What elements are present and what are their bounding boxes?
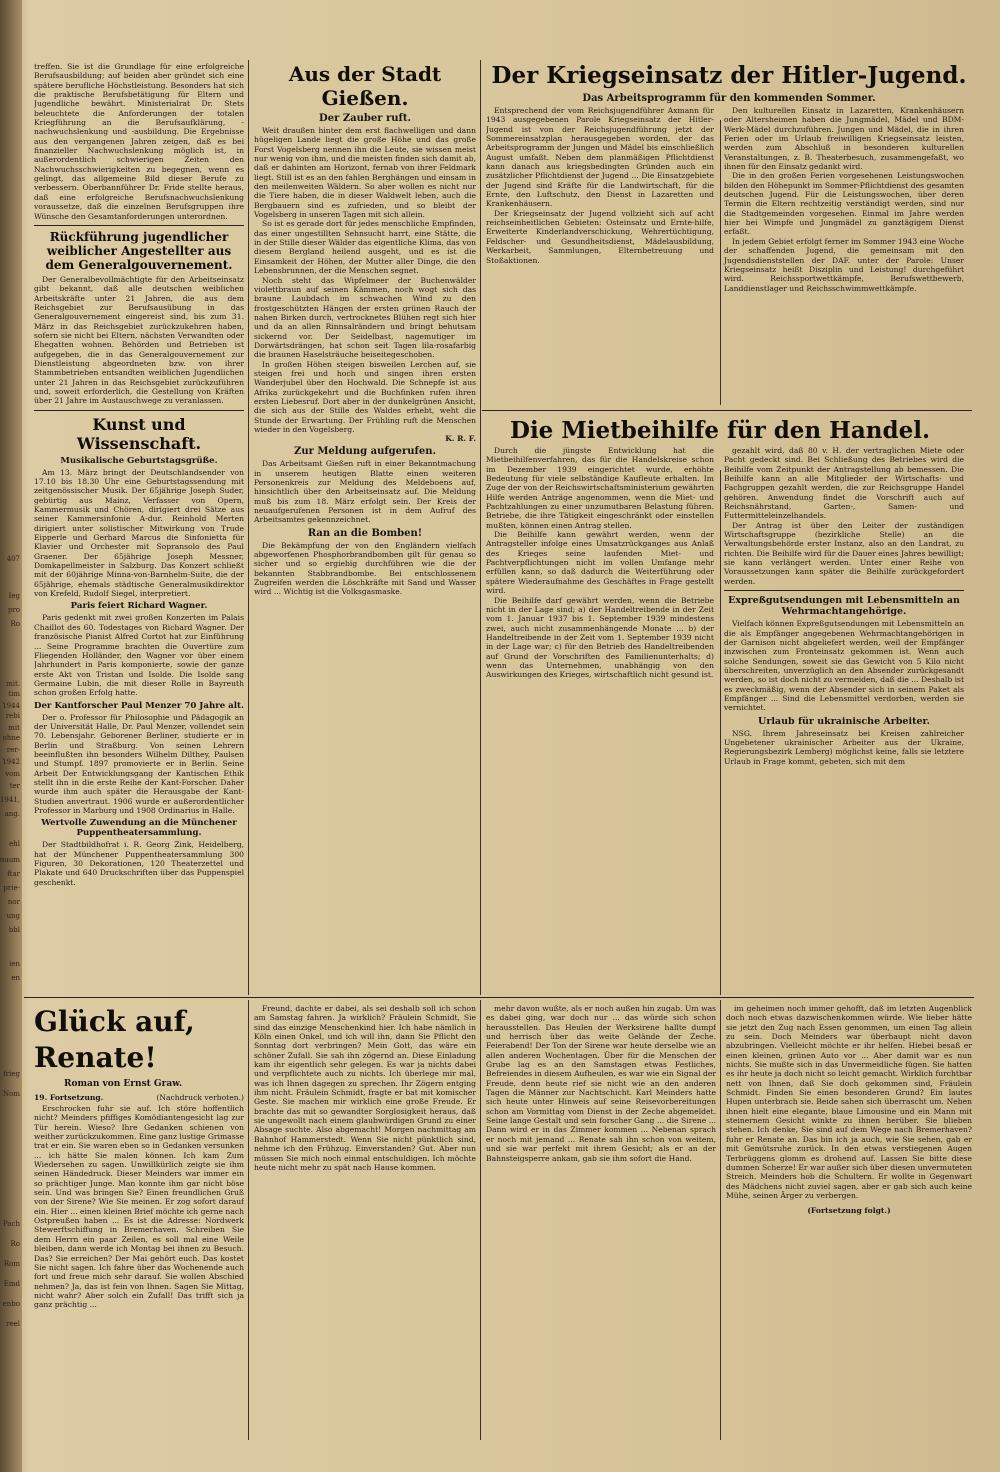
article-text: Noch steht das Wipfelmeer der Buchenwälder violettbraun auf seinen Kämmen, noch wogt sich das braune Laubdach im schwachen Wind zu den frostgeschützten Hängen der ersten grünen Rauch der nahen Birken durch, vertrocknetes Blühen regt sich hier und da an allen Rinnsalrändern und bringt behutsam sickernd vor. Der Seidelbast, nagemutiger im Dorwärtsdrängen, hat schon seit Tagen lila-rosafarbig die braunen Haselsträuche beiseitegeschoben. <box>254 275 476 360</box>
novel-rights: (Nachdruck verboten.) <box>156 1093 244 1102</box>
article-text: In großen Höhen steigen bisweilen Lerchen auf, sie steigen frei und hoch und singen ihren ersten Wanderjubel über den Hochwald. Die Schnepfe ist aus Afrika zurückgekehrt und die Buchfinken rufen ihren ersten Liebesruf. Dort aber in der dunkelgrünen Ansicht, die sich aus der Stille des Waldes erhebt, weht die Stunde der Erwartung. Der Frühling ruft die Menschen wieder in den Vogelsberg. <box>254 359 476 434</box>
column-rule <box>720 1000 721 1440</box>
margin-fragment: Emd <box>3 1280 20 1288</box>
novel-column-2 <box>254 1004 476 1440</box>
margin-fragment: ien <box>9 960 20 968</box>
article-text: Der Antrag ist über den Leiter der zuständigen Wirtschaftsgruppe (bezirkliche Stelle) an die Verwaltungsbehörde erster Instanz, also an den Landrat, zu richten. Die Beihilfe wird für die Dauer eines Jahres bewilligt; sie kann verlängert werden. Unter einer Reihe von Voraussetzungen kann später die Beihilfe zurückgefordert werden. <box>724 520 964 586</box>
article-text: Vielfach können Expreßgutsendungen mit Lebensmitteln an die als Empfänger angegebenen Wehrmachtangehörigen in der Garnison nicht abgeliefert werden, weil der Empfänger inzwischen zum Fronteinsatz gekommen ist. Wenn auch solche Sendungen, soweit sie das Gewicht von 5 Kilo nicht überschreiten, unverzüglich an den Absender zurückgesandt werden, so ist doch nicht zu vermeiden, daß die ... Deshalb ist es zweckmäßig, wenn der Absender sich in seinem Paket als Empfänger ... Sind die Lebensmittel verdorben, werden sie vernichtet. <box>724 619 964 713</box>
novel-text: mehr davon wußte, als er noch außen hin zugab. Um was es dabei ging, war doch nur ... das würde sich schon herausstellen. Das Heulen der Werksirene hallte dumpf und herrisch über das weite Gelände der Zeche. Feierabend! Der Ton der Sirene war heute derselbe wie an allen anderen Wochentagen. Über für die Menschen der Grube lag es an den Samstagen etwas Festliches, Befreiendes in diesem Aufheulen, es war wie ein Signal der Freude, denn heute rief sie nicht wie an den anderen Tagen die Männer zur Nachtschicht. Karl Meinders hatte sich heute unter Hinweis auf seine Reisevorbereitungen schon am Vormittag vom Dienst in der Zeche abgemeldet. Seine lange Gestalt und sein forscher Gang ... die Sirene ... Dann wird er in das Zimmer kommen ... Nebenan sprach er noch mit jemand ... Renate sah ihn schon von weitem, und sie war perfekt mit ihrem Gesicht; als er an der Bahnsteigsperre ankam, gab sie ihm sofort die Hand. <box>486 1004 716 1163</box>
subheadline: Expreßgutsendungen mit Lebensmitteln an Wehrmachtangehörige. <box>728 595 960 618</box>
section-rule <box>482 410 972 411</box>
subheadline: Wertvolle Zuwendung an die Münchener Puppentheatersammlung. <box>41 818 237 839</box>
margin-fragment: Pach <box>3 1220 20 1228</box>
margin-fragment: enbo <box>2 1300 20 1308</box>
margin-fragment: en <box>11 974 20 982</box>
article-text: Die Beihilfe kann gewährt werden, wenn der Antragsteller infolge eines Umsatzrückganges aus Anlaß des Krieges seine laufenden Miet- und Pachtverpflichtungen nicht im vollen Umfange mehr erfüllen kann, so daß dadurch die Weiterführung oder spätere Wiederaufnahme des Geschäftes in Frage gestellt wird. <box>486 530 714 596</box>
margin-fragment: 407 <box>6 555 20 563</box>
margin-fragment: vom <box>5 770 20 778</box>
article-text: Die in den großen Ferien vorgesehenen Leistungswochen bilden den Höhepunkt im Sommer-Pflichtdienst des gesamten deutschen Jugend. Für die Leistungswochen, über deren Termin die Eltern rechtzeitig verständigt werden, sind nur die Stadtgemeinden vorgesehen. Einmal im Jahre werden hier bei Wimpfe und Jungmädel zu ganztägigem Dienst erfaßt. <box>724 171 964 237</box>
article-text: Der Stadtbildhofrat i. R. Georg Zink, Heidelberg, hat der Münchener Puppentheatersammlung 300 Figuren, 30 Dekorationen, 120 Theaterzettel und Plakate und 640 Druckschriften über das Puppenspiel geschenkt. <box>34 840 244 887</box>
column-rule <box>480 1000 481 1440</box>
article-text: Durch die jüngste Entwicklung hat die Mietbeihilfenverfahren, das für die Handelskreise schon im Dezember 1939 eingerichtet wurde, erhöhte Bedeutung für viele selbständige Kaufleute erhalten. Im Zuge der von der Reichswirtschaftsministerium gewährten Hilfe werden Anträge angenommen, wenn die Miet- und Pachtzahlungen zu einer unzumutbaren Belastung führen. Betriebe, die ihre Tätigkeit eingeschränkt oder einstellen mußten, können einen Antrag stellen. <box>486 446 714 530</box>
article-text: Am 13. März bringt der Deutschlandsender von 17.10 bis 18.30 Uhr eine Geburtstagssendung mit zeitgenössischer Musik. Der 65jährige Joseph Suder, gebürtig aus Mainz, Verfasser von Opern, Kammermusik und Chören, dirigiert drei Sätze aus seiner Kammersinfonie A-dur. Reinhold Merten dirigiert unter solistischer Mitwirkung von Trude Eipperle und Gerhard Marcus die Sinfonietta für Klavier und Orchester mit Sopransolo des Paul Graener. Der 65jährige Joseph Messner, Domkapellmeister in Salzburg. Das Konzert schließt mit der 60jährige Minna-von-Barnhelm-Suite, die der 65jährige, ehemals städtische Generalmusikdirektor von Krefeld, Rudolf Siegel, interpretiert. <box>34 467 244 599</box>
subheadline: Zur Meldung aufgerufen. <box>294 446 436 458</box>
margin-fragment: ohne <box>2 734 20 742</box>
subheadline: Musikalische Geburtstagsgrüße. <box>60 455 218 466</box>
margin-fragment: nor <box>7 898 20 906</box>
margin-fragment: prie- <box>3 884 20 892</box>
margin-fragment: tim <box>8 690 20 698</box>
margin-fragment: ang. <box>4 810 20 818</box>
author-signature: K. R. F. <box>445 434 476 444</box>
margin-fragment: ter <box>9 782 20 790</box>
subheadline: Der Kantforscher Paul Menzer 70 Jahre alt. <box>34 700 244 711</box>
article-text: Der Kriegseinsatz der Jugend vollzieht sich auf acht reichseinheitlichen Gebieten: Osteinsatz und Ernte-hilfe, Erweiterte Kinderlandverschickung, Wehrertüchtigung, Feldscher- und Gesundheitsdienst, Mädelausbildung, Werkarbeit, Sammlungen, Elternbetreuung und Stoßaktionen. <box>486 208 714 265</box>
margin-fragment: ehl <box>9 840 20 848</box>
article-text: In jedem Gebiet erfolgt ferner im Sommer 1943 eine Woche der schaffenden Jugend, die gemeinsam mit den Jugendsdienststellen der DAF. unter der Parole: Unser Kriegseinsatz heißt Disziplin und Leistung! durchgeführt wird. Reichssportwettkämpfe, Berufswettbewerb, Landdienstlager und Reichsschwimmwettkämpfe. <box>724 236 964 293</box>
article-text: gezahlt wird, daß 80 v. H. der vertraglichen Miete oder Pacht gedeckt sind. Bei Schließung des Betriebes wird die Beihilfe vom Zeitpunkt der Antragstellung ab bemessen. Die Beihilfe kann an alle Mitglieder der Wirtschafts- und Fachgruppen gezahlt werden, die zur Reichsgruppe Handel gehören. Anwendung findet die Vorschrift auch auf Reichsnährstand, Garten-, Samen- und Futtermitteleinzelhandels. <box>724 446 964 521</box>
body-right <box>724 106 964 293</box>
margin-fragment: pro <box>7 606 20 614</box>
divider <box>724 590 964 591</box>
novel-column-3 <box>486 1004 716 1440</box>
novel-column-4 <box>726 1004 972 1440</box>
subheadline: Urlaub für ukrainische Arbeiter. <box>758 715 930 727</box>
novel-meta <box>34 1093 244 1102</box>
article-mietbeihilfe <box>486 416 972 994</box>
novel-part: 19. Fortsetzung. <box>34 1093 104 1102</box>
margin-fragment: ung <box>6 912 20 920</box>
margin-fragment: rebi <box>5 712 20 720</box>
novel-text: Erschrocken fuhr sie auf. Ich störe hoffentlich nicht? Meinders pfiffiges Komödiantengesicht lag zur Tür herein. Wieso? Ihre Gedanken schienen von weither zurückzukommen. Eine ganz lustige Grimasse trat er ein. Sie waren eben so in Gedanken versunken ... ich hätte Sie malen können. Ich kam Zum Wiedersehen zu sagen. Unwillkürlich zeigte sie ihm seinen Händedruck. Dieser Meinders war immer ein so prächtiger Junge. Man konnte ihm gar nicht böse sein. Und was bringen Sie? Einen freundlichen Gruß von der Sirene? Wie Sie meinen. Er zog sofort darauf ein. Hier ... einen kleinen Brief möchte ich gerne nach Ostpreußen haben ... Es ist die Adresse: Nordwerk Stewerftschiffung in Bremerhaven. Schreiben Sie dem Herrn ein paar Zeilen, es soll mal eine Weile bleiben, dann werde ich Montag bei ihnen zu Besuch. Das? Sie erreichen? Der Mai gehört euch. Das kostet Sie nicht sagen. Ich fahre über das Wochenende auch fort und freue mich sehr darauf. Sie wollen Abschied nehmen? Ja, das ist fein von Ihnen. Sagen Sie Mittag, nicht wahr? Aber solch ein Zufall! Das trifft sich ja ganz prächtig ... <box>34 1104 244 1310</box>
article-text: Der o. Professor für Philosophie und Pädagogik an der Universität Halle, Dr. Paul Menzer, vollendet sein 70. Lebensjahr. Geborener Berliner, studierte er in Berlin und Straßburg. Von seinen Lehrern beeinflußten ihn besonders Wilhelm Dilthey, Paulsen und Stumpf. 1897 promovierte er in Berlin. Seine Arbeit Der Entwicklungsgang der Kantischen Ethik stellt ihn in die erste Reihe der Kant-Forscher. Daher wurde ihm auch später die Herausgabe der Kant-Studien anvertraut. 1906 wurde er außerordentlicher Professor in Marburg und 1908 Ordinarius in Halle. <box>34 712 244 815</box>
article-text: Den kulturellen Einsatz in Lazaretten, Krankenhäusern oder Altersheimen haben die Jungmädel, Mädel und BDM-Werk-Mädel durchzuführen. Jungen und Mädel, die in ihren Ferien oder im Urlaub freiwilligen Kriegseinsatz leisten, werden zum Abschluß in besonderen kulturellen Veranstaltungen, z. B. Theaterbesuch, zusammengefaßt, wo ihnen für den Einsatz gedankt wird. <box>724 106 964 172</box>
body-left <box>486 106 714 293</box>
article-text: Die Bekämpfung der von den Engländern vielfach abgeworfenen Phosphorbrandbomben gilt für genau so sicher und so ergiebig durchführen wie die der bekannten Stabbrandbombe. Bei entschlossenem Zugreifen werden die Löschkräfte mit Sand und Wasser wird ... Wichtig ist die Volksgasmaske. <box>254 540 476 597</box>
article-text: Der Generalbevollmächtigte für den Arbeitseinsatz gibt bekannt, daß alle deutschen weiblichen Arbeitskräfte unter 21 Jahren, die aus dem Reichsgebiet zur Berufsausübung in das Generalgouvernement eingereist sind, bis zum 31. März in das Reichsgebiet zurückzukehren haben, sofern sie nicht bei Eltern, nächsten Verwandten oder Ehegatten wohnen. Behörden und Betrieben ist aufgegeben, die in das Generalgouvernement zur Dienstleistung abgeordneten bzw. von ihrer Stammbetrieben entsandten weiblichen Jugendlichen unter 21 Jahren in das Reichsgebiet zurückzuführen und, soweit erforderlich, die Gestellung von Kräften über 21 Jahre im Austauschwege zu veranlassen. <box>34 274 244 406</box>
margin-fragment: reel <box>6 1320 20 1328</box>
column-rule <box>248 1000 249 1440</box>
headline-rueckfuehrung: Rückführung jugendlicher weiblicher Angestellter aus dem Generalgouvernement. <box>45 229 233 272</box>
article-text: So ist es gerade dort für jedes menschliche Empfinden, das einer ungestillten Sehnsucht harrt, eine Stätte, die in der Stille dieser Wälder das eigentliche Klima, das von diesem Bergland heilend ausgeht, und es ist die Einsamkeit der Höhen, der Mutter aller Dinge, die den Lebensbrunnen, der die Menschen segnet. <box>254 219 476 276</box>
novel-text: Freund, dachte er dabei, als sei deshalb soll ich schon am Samstag fahren. Ja wirklich? Fräulein Schmidt, Sie sind das einzige Menschenkind hier. Ich habe nämlich in Köln einen Onkel, und ich will ihn, dann Sie Pflicht den Sonntag dort verbringen? Mein Gott, das wäre ein schöner Zufall. Sie sah ihn zögernd an. Diese Einladung kam ihr eigentlich sehr gelegen. Es war ja nichts dabei und verpflichtete auch zu nichts. Ich überlege mir mal, was ich Ihnen dagegen zu sprechen. Ihr Zögern entging ihm nicht. Fräulein Schmidt, fragte er bat mit komischer Geste. Sie machen mir wirklich eine große Freude. Er brachte das mit so gewandter Sorglosigkeit heraus, daß sie ungewollt nach einem glaubwürdigen Grund zu einer Absage suchte. Also abgemacht! Morgen nachmittag am Bahnhof Hammerstedt. Wenn Sie nicht pünktlich sind, nehme ich den Frühzug. Einverstanden? Gut. Aber nun müssen Sie mich noch einmal entschuldigen. Ich möchte heute nicht mehr zu spät nach Hause kommen. <box>254 1004 476 1172</box>
margin-fragment: frieg <box>3 1070 20 1078</box>
novel-author: Roman von Ernst Graw. <box>64 1079 183 1089</box>
article-intro-text: treffen. Sie ist die Grundlage für eine erfolgreiche Berufsausbildung; auf beiden aber gründet sich eine spätere berufliche Höchstleistung. Besonders hat sich die praktische Berufsbetätigung für Eltern und Jugendliche bewährt. Ministerialrat Dr. Stets beleuchtete die Anforderungen der totalen Kriegführung an die Berufsaufklärung, -nachwuchslenkung und -ausbildung. Die Ergebnisse aus den vergangenen Jahren zeigen, daß es bei finanzieller Nachwuchslenkung möglich ist, in außerordentlich schwierigen Zeiten den Nachwuchsschwierigkeiten zu begegnen, wenn es gelingt, das allgemeine Bild dieser Berufe zu verbessern. Oberbannführer Dr. Fride stellte heraus, daß eine erfolgreiche Berufsnachwuchslenkung voraussetze, daß die einzelnen Berufsgruppen ihre Wünsche den Gesamtanforderungen unterordnen. <box>34 62 244 221</box>
column-1 <box>34 62 244 992</box>
headline-kunst: Kunst und Wissenschaft. <box>76 414 202 453</box>
margin-fragment: mit <box>8 724 20 732</box>
margin-fragment: Ro <box>10 1240 20 1248</box>
novel-title: Glück auf, Renate! <box>34 1005 195 1074</box>
margin-fragment: Ro <box>10 620 20 628</box>
margin-fragment: Ieg <box>8 592 20 600</box>
article-text: Weit draußen hinter dem erst flachwelligen und dann hügeligen Lande liegt die große Höhe und das große Forst Vogelsberg nennen ihn die Leute, sie wissen meist nur wenig von ihm, und die meisten finden sich damit ab, daß er dahinten am Horizont, fernab von ihrer Feldmark liegt. Still ist es an den fahlen Berghängen und einsam in den meilenweiten Wäldern. So aber wollen es nicht nur die Tiere haben, die in dieser Waldwelt leben, auch die Bergbauern sind es zufrieden, und so bleibt der Vogelsberg in unseren Tagen mit sich allein. <box>254 126 476 220</box>
margin-fragment: Rom <box>3 1260 20 1268</box>
margin-fragment: ftar <box>7 870 20 878</box>
subheadline: Das Arbeitsprogramm für den kommenden Sommer. <box>582 93 876 104</box>
novel-text: im geheimen noch immer gehofft, daß im letzten Augenblick doch noch etwas dazwischenkommen würde. Wie lieber hätte sie jetzt den Zug nach Essen genommen, um einen Tag allein zu sein. Doch Meinders war überhaupt nicht davon abzubringen. Vielleicht möchte er ihr helfen. Hiebei besaß er einen kleinen, grünen Auto vor ... Aber damit war es nun nichts. Sie mußte sich in das Unvermeidliche fügen. Sie hatten es ihr heute ja doch nicht so leicht gemacht. Wirklich furchtbar nett von Ihnen, daß Sie doch gekommen sind, Fräulein Schmidt. Finden Sie einen besonderen Grund? Ein lautes Hupen unterbrach sie. Beide sahen sich überrascht um. Neben ihnen hielt eine elegante, blaue Limousine und ein Mann mit steinernem Gesicht winkte zu ihnen herüber. Sie blieben stehen. Ich denke, Sie sind auf dem Wege nach Bremerhaven? fuhr er Renate an. Das bin ich ja auch, wie Sie sehen, gab er mit Gemütsruhe zurück. In den etwas verstiegenen Augen Terbrüggens glomm es drohend auf. Lassen Sie bitte diese dummen Scherze! Er war außer sich über diesen unvermuteten Streich. Meinders hob die Schultern. Er wollte in Gegenwart des Mädchens nicht zuviel sagen, aber er gab sich auch keine Mühe, seinen Ärger zu verbergen. <box>726 1004 972 1200</box>
margin-fragment: 1942 <box>2 758 20 766</box>
headline-stadt-giessen: Aus der Stadt Gießen. <box>288 62 442 110</box>
article-text: NSG. Ihrem Jahreseinsatz bei Kreisen zahlreicher Ungebetener ukrainischer Arbeiter aus der Ukraine, Regierungsbezirk Lemberg) möglichst keine, falls sie letztere Urlaub in Frage kommt, gebeten, sich mit dem <box>724 728 964 766</box>
section-rule <box>24 997 974 998</box>
two-column-body <box>486 106 972 293</box>
body-right <box>724 446 964 766</box>
column-2 <box>254 62 476 992</box>
divider <box>34 410 244 411</box>
margin-fragment: Nom <box>3 1090 20 1098</box>
subheadline: Ran an die Bomben! <box>307 527 423 539</box>
left-margin-strip <box>0 0 22 1472</box>
margin-fragment: mit. <box>6 680 20 688</box>
divider <box>34 225 244 226</box>
novel-continuation: (Fortsetzung folgt.) <box>807 1206 891 1216</box>
article-text: Das Arbeitsamt Gießen ruft in einer Bekanntmachung in unserem heutigen Blatte einen weiteren Personenkreis zur Meldung des Meldeboens auf, hinsichtlich über den Arbeitseinsatz auf. Die Meldung muß bis zum 18. März erfolgt sein. Der Kreis der neuaufgerufenen Personen ist in dem Aufruf des Arbeitsamtes gekennzeichnet. <box>254 459 476 525</box>
novel-column-1 <box>34 1004 244 1440</box>
margin-fragment: 1941, <box>0 796 20 804</box>
two-column-body <box>486 446 972 766</box>
article-hitler-jugend <box>486 62 972 407</box>
article-text: Paris gedenkt mit zwei großen Konzerten im Palais Chaillot des 60. Todestages von Richard Wagner. Der französische Pianist Alfred Cortot hat zur Einführung ... Seine Programme brachten die Ouvertüre zum Fliegenden Holländer, den Wagner vor über einem Jahrhundert in Paris komponierte, sowie der ganze erste Akt von Tristan und Isolde. Die Isolde sang Germaine Lubin, die mit dieser Rolle in Bayreuth schon großen Erfolg hatte. <box>34 613 244 698</box>
subheadline: Paris feiert Richard Wagner. <box>70 601 208 612</box>
column-rule <box>248 60 249 995</box>
headline-mietbeihilfe: Die Mietbeihilfe für den Handel. <box>510 417 930 444</box>
column-rule <box>480 60 481 995</box>
body-left <box>486 446 714 766</box>
subheadline: Der Zauber ruft. <box>319 113 411 124</box>
article-text: Die Beihilfe darf gewährt werden, wenn die Betriebe nicht in der Lage sind; a) der Handeltreibende in der Zeit vom 1. Januar 1937 bis 1. September 1939 mindestens zwei, auch nicht zusammenhängende Monate ... b) der Handeltreibende in der Zeit vom 1. September 1939 nicht in der Lage war; c) für den Betrieb des Handeltreibenden auf Grund der Vorschriften des Familienunterhalts; d) wenn das Unternehmen, unabhängig von den Auswirkungen des Krieges, wirtschaftlich nicht gesund ist. <box>486 595 714 680</box>
margin-fragment: rer- <box>6 746 20 754</box>
headline-kriegseinsatz: Der Kriegseinsatz der Hitler-Jugend. <box>491 62 967 89</box>
margin-fragment: bbl <box>8 926 20 934</box>
margin-fragment: nuum <box>0 856 20 864</box>
article-text: Entsprechend der vom Reichsjugendführer Axmann für 1943 ausgegebenen Parole Kriegseinsatz der Hitler-Jugend ist von der Reichsjugendführung jetzt der Sommereinsatzplan herausgegeben worden, der das Arbeitsprogramm der Jungen und Mädel bis einschließlich August umfaßt. Neben dem planmäßigen Pflichtdienst kann danach aus kriegsbedingten Gründen auch ein zusätzlicher Pflichtdienst der Jugend ... Die Einsatzgebiete der Jugend sind Kräfte für die Landwirtschaft, für die Ernte, den Luftschutz, den Dienst in Lazaretten und Krankenhäusern. <box>486 106 714 209</box>
margin-fragment: 1944 <box>2 702 20 710</box>
